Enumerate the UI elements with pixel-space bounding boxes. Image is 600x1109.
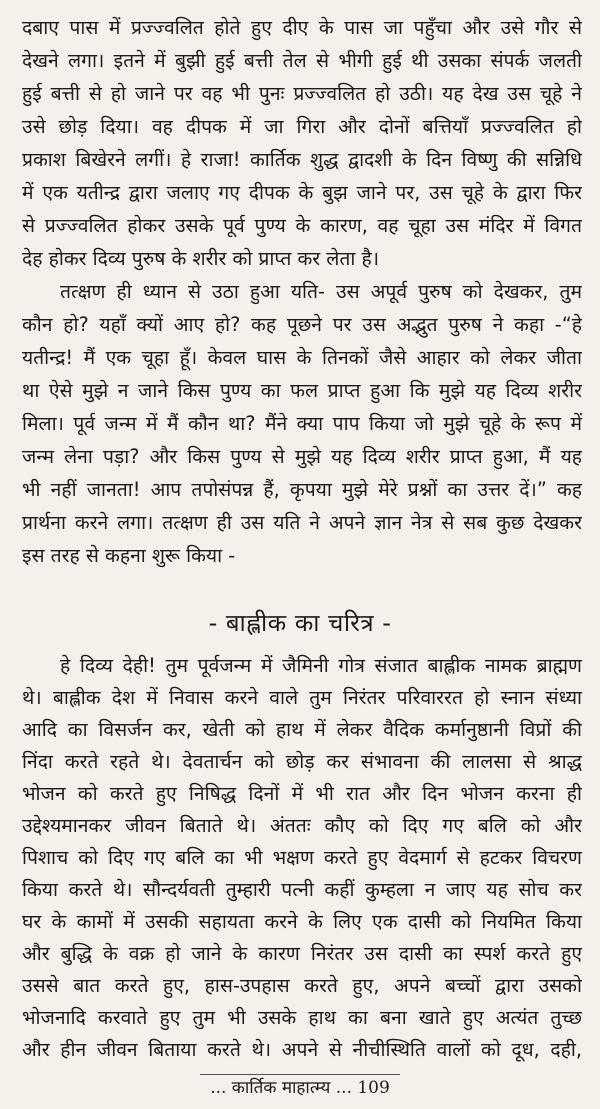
text-line: कौन हो? यहाँ क्यों आए हो? कह पूछने पर उस अद्भुत पुरुष ने कहा -“हे — [22, 313, 582, 336]
text-line: मिला। पूर्व जन्म में मैं कौन था? मैंने क्या पाप किया जो मुझे चूहे के रूप में — [22, 412, 582, 435]
text-line: भोजन को करते हुए निषिद्ध दिनों में भी रात और दिन भोजन करना ही — [22, 782, 582, 805]
text-line: इस तरह से कहना शुरू किया - — [22, 544, 236, 567]
text-line: जन्म लेना पड़ा? और किस पुण्य से मुझे यह दिव्य शरीर प्राप्त हुआ, मैं यह — [22, 445, 582, 468]
text-line: थे। बाह्लीक देश में निवास करने वाले तुम निरंतर परिवाररत हो स्नान संध्या — [22, 686, 582, 709]
text-line: उद्देश्यमानकर जीवन बिताते थे। अंततः कौए को दिए गए बलि को और — [22, 814, 582, 837]
text-line: भोजनादि करवाते हुए तुम भी उसके हाथ का बना खाते हुए अत्यंत तुच्छ — [22, 1006, 582, 1029]
text-line: उससे बात करते हुए, हास-उपहास करते हुए, अपने बच्चों द्वारा उसको — [22, 974, 582, 997]
text-line: हुई बत्ती से हो जाने पर वह भी पुनः प्रज्ज्वलित हो उठी। यह देख उस चूहे ने — [22, 82, 582, 105]
text-line: यतीन्द्र! मैं एक चूहा हूँ। केवल घास के तिनकों जैसे आहार को लेकर जीता — [22, 346, 582, 369]
text-line: था ऐसे मुझे न जाने किस पुण्य का फल प्राप्त हुआ कि मुझे यह दिव्य शरीर — [22, 379, 582, 402]
text-line: और बुद्धि के वक्र हो जाने के कारण निरंतर उस दासी का स्पर्श करते हुए — [22, 942, 582, 965]
text-line: किया करते थे। सौन्दर्यवती तुम्हारी पत्नी कहीं कुम्हला न जाए यह सोच कर — [22, 878, 582, 901]
text-line: उसे छोड़ दिया। वह दीपक में जा गिरा और दोनों बत्तियाँ प्रज्ज्वलित हो — [22, 115, 582, 138]
section-heading: - बाह्लीक का चरित्र - — [208, 609, 392, 637]
footer-rule — [200, 1074, 400, 1075]
text-line: घर के कामों में उसकी सहायता करने के लिए एक दासी को नियमित किया — [22, 910, 582, 933]
text-line: में एक यतीन्द्र द्वारा जलाए गए दीपक के बुझ जाने पर, उस चूहे के द्वारा फिर — [22, 181, 582, 204]
text-line: निंदा करते रहते थे। देवतार्चन को छोड़ कर संभावना की लालसा से श्राद्ध — [22, 750, 582, 773]
text-line: और हीन जीवन बिताया करते थे। अपने से नीचीस्थिति वालों को दूध, दही, — [22, 1038, 582, 1061]
text-line: तत्क्षण ही ध्यान से उठा हुआ यति- उस अपूर्व पुरुष को देखकर, तुम — [60, 280, 582, 303]
text-line: आदि का विसर्जन कर, खेती को हाथ में लेकर वैदिक कर्मानुष्ठानी विप्रों की — [22, 718, 582, 741]
text-line: हे दिव्य देही! तुम पूर्वजन्म में जैमिनी गोत्र संजात बाह्लीक नामक ब्राह्मण — [60, 654, 582, 677]
text-line: से प्रज्ज्वलित होकर उसके पूर्व पुण्य के कारण, वह चूहा उस मंदिर में विगत — [22, 214, 582, 237]
text-line: प्रकाश बिखेरने लगीं। हे राजा! कार्तिक शुद्ध द्वादशी के दिन विष्णु की सन्निधि — [22, 148, 582, 171]
text-line: भी नहीं जानता! आप तपोसंपन्न हैं, कृपया मुझे मेरे प्रश्नों का उत्तर दें।” कह — [22, 478, 582, 501]
text-line: दबाए पास में प्रज्ज्वलित होते हुए दीए के पास जा पहुँचा और उसे गौर से — [22, 16, 582, 39]
text-line: देखने लगा। इतने में बुझी हुई बत्ती तेल से भीगी हुई थी उसका संपर्क जलती — [22, 49, 582, 72]
text-line: देह होकर दिव्य पुरुष के शरीर को प्राप्त कर लेता है। — [22, 247, 380, 270]
text-line: प्रार्थना करने लगा। तत्क्षण ही उस यति ने अपने ज्ञान नेत्र से सब कुछ देखकर — [22, 511, 582, 534]
page-footer: ... कार्तिक माहात्म्य ... 109 — [210, 1078, 390, 1098]
text-line: पिशाच को दिए गए बलि का भी भक्षण करते हुए वेदमार्ग से हटकर विचरण — [22, 846, 582, 869]
